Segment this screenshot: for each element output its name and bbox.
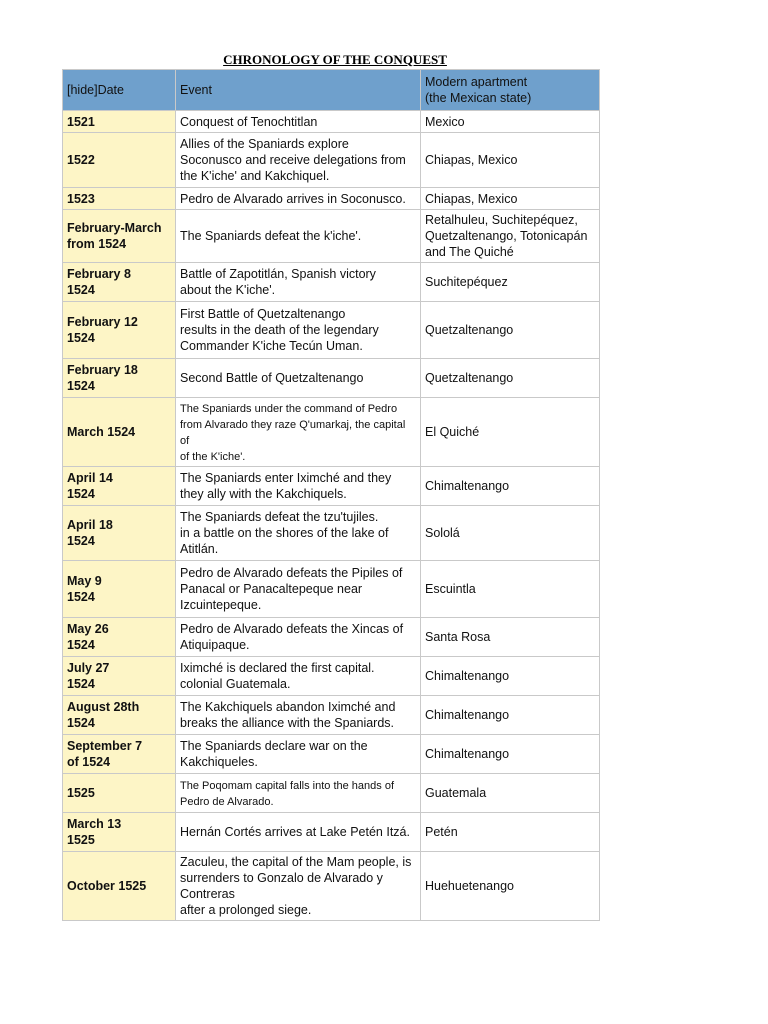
table-row — [63, 302, 600, 359]
row-event — [176, 774, 421, 813]
table-row — [63, 359, 600, 398]
row-date: May 9 1524 — [63, 561, 176, 618]
row-event: Pedro de Alvarado defeats the Xincas of Atiquipaque. — [176, 618, 421, 657]
row-modern-place: Chimaltenango — [421, 467, 600, 506]
chronology-table — [62, 69, 600, 921]
table-header-row — [63, 70, 600, 111]
row-date: April 14 1524 — [63, 467, 176, 506]
table-row — [63, 735, 600, 774]
row-event: Pedro de Alvarado arrives in Soconusco. — [176, 188, 421, 210]
row-event: Pedro de Alvarado defeats the Pipiles of Panacal or Panacaltepeque near Izcuintepeque. — [176, 561, 421, 618]
row-event: The Spaniards defeat the tzu'tujiles. in a battle on the shores of the lake of Atitlán. — [176, 506, 421, 561]
table-row — [63, 111, 600, 133]
row-event-text: The Spaniards under the command of Pedro from Alvarado they raze Q'umarkaj, the capital of of the K'iche'. — [180, 403, 406, 463]
row-date: 1525 — [63, 774, 176, 813]
table-row — [63, 696, 600, 735]
table-row — [63, 133, 600, 188]
row-date: March 1524 — [63, 398, 176, 467]
table-row — [63, 506, 600, 561]
row-modern-place: Huehuetenango — [421, 852, 600, 921]
row-event: The Spaniards enter Iximché and they they ally with the Kakchiquels. — [176, 467, 421, 506]
row-date: March 13 1525 — [63, 813, 176, 852]
row-date: August 28th 1524 — [63, 696, 176, 735]
row-event: Iximché is declared the first capital. colonial Guatemala. — [176, 657, 421, 696]
row-modern-place: Suchitepéquez — [421, 263, 600, 302]
row-modern-place: Chimaltenango — [421, 657, 600, 696]
header-modern-department: Modern apartment (the Mexican state) — [421, 70, 600, 111]
row-modern-place: Sololá — [421, 506, 600, 561]
row-modern-place: Santa Rosa — [421, 618, 600, 657]
row-modern-place: Petén — [421, 813, 600, 852]
table-row — [63, 210, 600, 263]
row-modern-place: Mexico — [421, 111, 600, 133]
row-event: The Spaniards declare war on the Kakchiqueles. — [176, 735, 421, 774]
row-date: February 18 1524 — [63, 359, 176, 398]
row-modern-place: Chiapas, Mexico — [421, 188, 600, 210]
row-date: February 8 1524 — [63, 263, 176, 302]
row-event: First Battle of Quetzaltenango results in the death of the legendary Commander K'iche Tecún Uman. — [176, 302, 421, 359]
row-modern-place: Chimaltenango — [421, 735, 600, 774]
table-row — [63, 774, 600, 813]
row-date: May 26 1524 — [63, 618, 176, 657]
row-modern-place: Quetzaltenango — [421, 359, 600, 398]
table-row — [63, 618, 600, 657]
row-modern-place: Chimaltenango — [421, 696, 600, 735]
row-modern-place: Chiapas, Mexico — [421, 133, 600, 188]
row-event-text: The Poqomam capital falls into the hands of Pedro de Alvarado. — [180, 780, 395, 808]
table-row — [63, 188, 600, 210]
row-date: 1523 — [63, 188, 176, 210]
table-row — [63, 657, 600, 696]
row-event — [176, 398, 421, 467]
row-date: February 12 1524 — [63, 302, 176, 359]
row-event: Hernán Cortés arrives at Lake Petén Itzá. — [176, 813, 421, 852]
row-event: Battle of Zapotitlán, Spanish victory about the K'iche'. — [176, 263, 421, 302]
table-row — [63, 561, 600, 618]
row-date: February-March from 1524 — [63, 210, 176, 263]
table-row — [63, 263, 600, 302]
header-event: Event — [176, 70, 421, 111]
row-modern-place: Escuintla — [421, 561, 600, 618]
page-title: CHRONOLOGY OF THE CONQUEST — [223, 52, 447, 67]
row-modern-place: El Quiché — [421, 398, 600, 467]
row-modern-place: Retalhuleu, Suchitepéquez, Quetzaltenango, Totonicapán and The Quiché — [421, 210, 600, 263]
row-date: October 1525 — [63, 852, 176, 921]
header-date[interactable]: [hide]Date — [63, 70, 176, 111]
row-event: The Kakchiquels abandon Iximché and breaks the alliance with the Spaniards. — [176, 696, 421, 735]
row-event: Allies of the Spaniards explore Soconusco and receive delegations from the K'iche' and Kakchiquel. — [176, 133, 421, 188]
row-modern-place: Quetzaltenango — [421, 302, 600, 359]
row-date: 1521 — [63, 111, 176, 133]
table-row — [63, 852, 600, 921]
row-date: July 27 1524 — [63, 657, 176, 696]
row-date: 1522 — [63, 133, 176, 188]
table-row — [63, 467, 600, 506]
row-event: The Spaniards defeat the k'iche'. — [176, 210, 421, 263]
row-event: Conquest of Tenochtitlan — [176, 111, 421, 133]
row-modern-place: Guatemala — [421, 774, 600, 813]
row-event: Second Battle of Quetzaltenango — [176, 359, 421, 398]
row-date: September 7 of 1524 — [63, 735, 176, 774]
row-event: Zaculeu, the capital of the Mam people, is surrenders to Gonzalo de Alvarado y Contreras after a prolonged siege. — [176, 852, 421, 921]
table-row — [63, 398, 600, 467]
table-row — [63, 813, 600, 852]
row-date: April 18 1524 — [63, 506, 176, 561]
